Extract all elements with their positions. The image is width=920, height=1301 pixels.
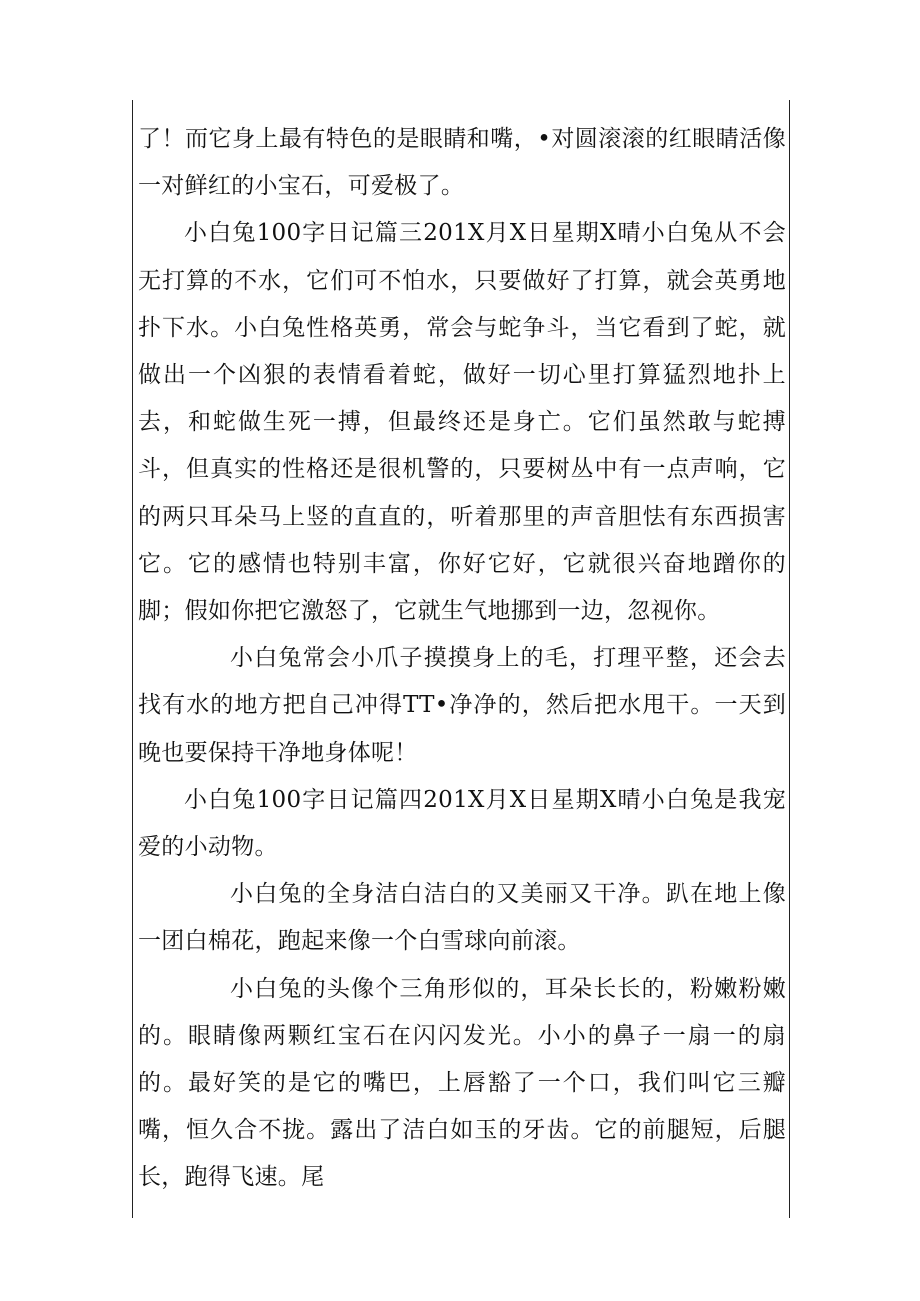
paragraph-4: 小白兔100字日记篇四201X月X日星期X晴小白兔是我宠爱的小动物。 — [138, 786, 786, 861]
paragraph-3: 小白兔常会小爪子摸摸身上的毛，打理平整，还会去找有水的地方把自己冲得TT•净净的，然后把水甩干。一天到晚也要保持干净地身体呢！ — [138, 645, 786, 766]
paragraph-2: 小白兔100字日记篇三201X月X日星期X晴小白兔从不会无打算的不水，它们可不怕水，只要做好了打算，就会英勇地扑下水。小白兔性格英勇，常会与蛇争斗，当它看到了蛇，就做出一个凶狠的表情看着蛇，做好一切心里打算猛烈地扑上去，和蛇做生死一搏，但最终还是身亡。它们虽然敢与蛇搏斗，但真实的性格还是很机警的，只要树丛中有一点声响，它的两只耳朵马上竖的直直的，听着那里的声音胆怯有东西损害它。它的感情也特别丰富，你好它好，它就很兴奋地蹭你的脚；假如你把它激怒了，它就生气地挪到一边，忽视你。 — [138, 220, 786, 625]
paragraph-5: 小白兔的全身洁白洁白的又美丽又干净。趴在地上像一团白棉花，跑起来像一个白雪球向前滚。 — [138, 881, 786, 955]
document-body — [138, 116, 786, 1202]
paragraph-1: 了！而它身上最有特色的是眼睛和嘴，•对圆滚滚的红眼睛活像一对鲜红的小宝石，可爱极了。 — [138, 126, 786, 200]
paragraph-6: 小白兔的头像个三角形似的，耳朵长长的，粉嫩粉嫩的。眼睛像两颗红宝石在闪闪发光。小小的鼻子一扇一的扇的。最好笑的是它的嘴巴，上唇豁了一个口，我们叫它三瓣嘴，恒久合不拢。露出了洁白如玉的牙齿。它的前腿短，后腿长，跑得飞速。尾 — [138, 975, 786, 1191]
